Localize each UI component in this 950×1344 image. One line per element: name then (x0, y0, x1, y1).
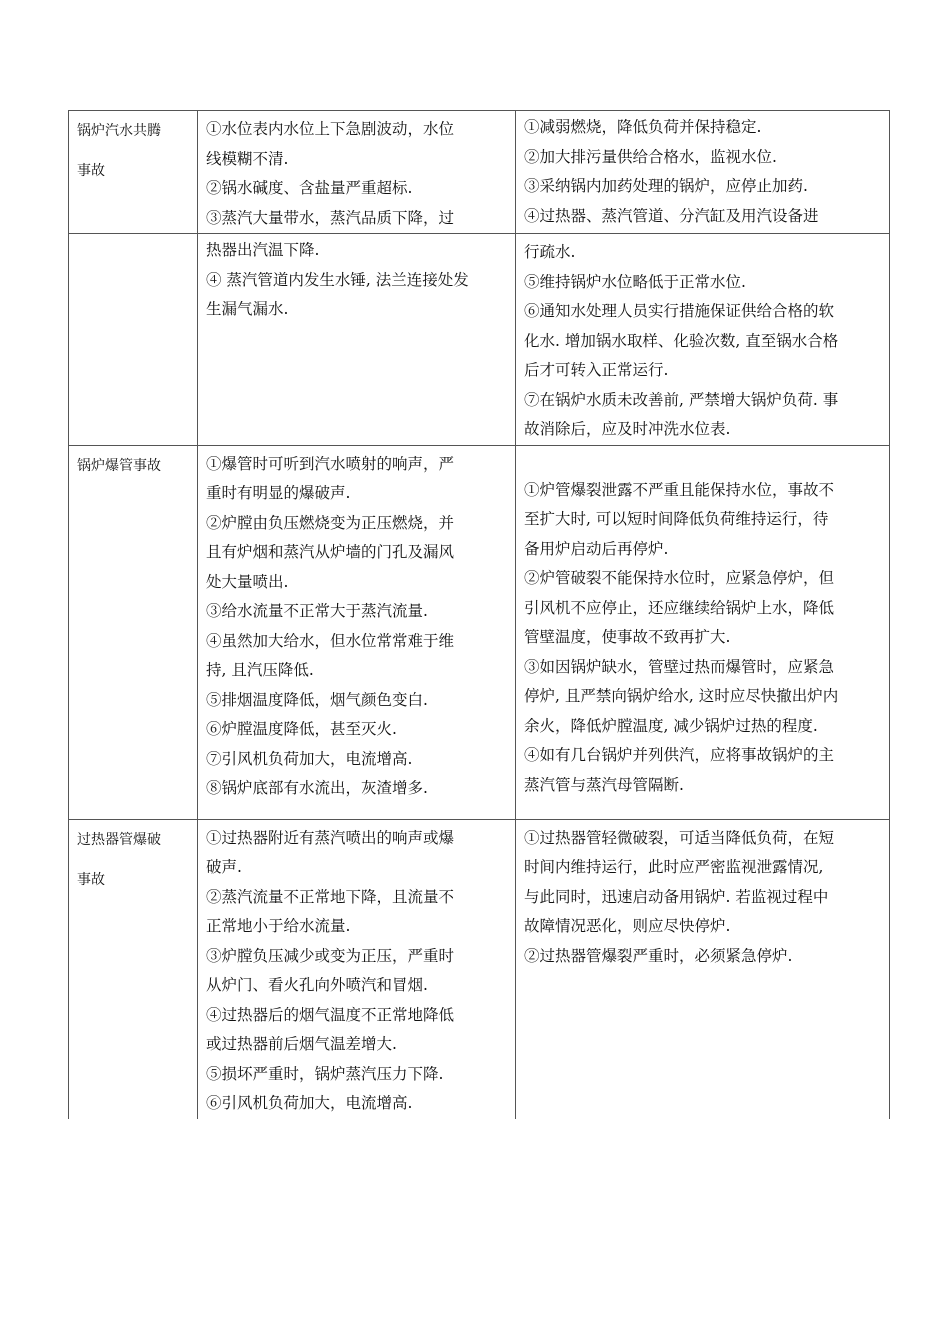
action-line: ⑥通知水处理人员实行措施保证供给合格的软 (524, 302, 835, 320)
symptom-line: ②蒸汽流量不正常地下降，且流量不 (206, 887, 455, 906)
accident-name-line: 事故 (77, 871, 105, 888)
symptom-line: ①过热器附近有蒸汽喷出的响声或爆 (206, 828, 455, 847)
symptom-line: ②炉膛由负压燃烧变为正压燃烧，并 (206, 513, 455, 532)
symptom-line: ④过热器后的烟气温度不正常地降低 (206, 1005, 455, 1024)
action-line: ①减弱燃烧，降低负荷并保持稳定. (524, 118, 762, 136)
symptom-line: 热器出汽温下降. (206, 241, 320, 259)
actions-cell (516, 445, 890, 819)
action-line: 管壁温度，使事故不致再扩大. (524, 628, 731, 646)
symptom-line: 或过热器前后烟气温差增大. (206, 1035, 397, 1053)
action-line: 时间内维持运行，此时应严密监视泄露情况, (524, 858, 824, 876)
table-row (69, 445, 890, 819)
accident-name-cell (69, 819, 198, 1119)
action-line: ④如有几台锅炉并列供汽，应将事故锅炉的主 (524, 746, 835, 764)
symptom-line: 从炉门、看火孔向外喷汽和冒烟. (206, 976, 428, 994)
symptom-line: ③蒸汽大量带水，蒸汽品质下降，过 (206, 208, 455, 227)
symptom-line: 持, 且汽压降低. (206, 661, 314, 679)
symptom-line: 重时有明显的爆破声. (206, 484, 351, 502)
symptom-line: 正常地小于给水流量. (206, 917, 351, 935)
action-line: ④过热器、蒸汽管道、分汽缸及用汽设备进 (524, 206, 819, 225)
symptom-line: ⑤损坏严重时，锅炉蒸汽压力下降. (206, 1064, 444, 1083)
symptom-line: ④虽然加大给水，但水位常常难于维 (206, 631, 455, 650)
table-row (69, 819, 890, 1119)
action-line: 故消除后，应及时冲洗水位表. (524, 420, 731, 438)
symptom-line: 线模糊不清. (206, 149, 289, 168)
action-line: ①炉管爆裂泄露不严重且能保持水位，事故不 (524, 480, 835, 499)
action-line: ②过热器管爆裂严重时，必须紧急停炉. (524, 946, 793, 965)
action-line: 至扩大时, 可以短时间降低负荷维持运行，待 (524, 510, 829, 528)
symptom-line: ①爆管时可听到汽水喷射的响声，严 (206, 454, 455, 473)
action-line: 停炉, 且严禁向锅炉给水, 这时应尽快撤出炉内 (524, 687, 839, 705)
symptoms-cell (198, 111, 516, 234)
action-line: 引风机不应停止，还应继续给锅炉上水，降低 (524, 598, 835, 617)
symptom-line: ⑥引风机负荷加大，电流增高. (206, 1094, 413, 1112)
symptom-line: 破声. (206, 858, 242, 876)
symptom-line: 生漏气漏水. (206, 300, 289, 318)
actions-cell (516, 234, 890, 446)
action-line: ②炉管破裂不能保持水位时，应紧急停炉，但 (524, 569, 835, 587)
accident-name-cell (69, 445, 198, 819)
symptom-line: ②锅水碱度、含盐量严重超标. (206, 179, 413, 197)
accident-name-cell (69, 234, 198, 446)
symptom-line: ⑥炉膛温度降低，甚至灭火. (206, 720, 397, 738)
accident-name-line: 锅炉汽水共腾 (77, 123, 161, 139)
action-line: 后才可转入正常运行. (524, 361, 669, 379)
symptoms-cell (198, 234, 516, 446)
action-line: ①过热器管轻微破裂，可适当降低负荷，在短 (524, 828, 835, 847)
accident-table (68, 110, 890, 1119)
action-line: ⑦在锅炉水质未改善前, 严禁增大锅炉负荷. 事 (524, 390, 839, 409)
symptom-line: ③炉膛负压减少或变为正压，严重时 (206, 946, 455, 965)
action-line: ③采纳锅内加药处理的锅炉，应停止加药. (524, 177, 808, 195)
action-line: ⑤维持锅炉水位略低于正常水位. (524, 272, 746, 291)
action-line: 化水. 增加锅水取样、化验次数, 直至锅水合格 (524, 331, 839, 350)
action-line: ②加大排污量供给合格水，监视水位. (524, 147, 777, 166)
symptom-line: ⑤排烟温度降低，烟气颜色变白. (206, 690, 428, 709)
symptom-line: 处大量喷出. (206, 572, 289, 591)
symptom-line: ⑧锅炉底部有水流出，灰渣增多. (206, 779, 428, 797)
actions-cell (516, 819, 890, 1119)
symptom-line: ①水位表内水位上下急剧波动，水位 (206, 120, 455, 138)
action-line: 与此同时，迅速启动备用锅炉. 若监视过程中 (524, 887, 829, 906)
action-line: 余火，降低炉膛温度, 减少锅炉过热的程度. (524, 716, 818, 735)
action-line: 行疏水. (524, 243, 576, 261)
action-line: 蒸汽管与蒸汽母管隔断. (524, 775, 684, 794)
table-row (69, 234, 890, 446)
symptom-line: ④ 蒸汽管道内发生水锤, 法兰连接处发 (206, 270, 469, 289)
symptom-line: ⑦引风机负荷加大，电流增高. (206, 749, 413, 768)
accident-name-line: 事故 (77, 163, 105, 179)
actions-cell (516, 111, 890, 234)
action-line: 备用炉启动后再停炉. (524, 539, 669, 558)
symptom-line: ③给水流量不正常大于蒸汽流量. (206, 602, 428, 620)
action-line: ③如因锅炉缺水，管壁过热而爆管时，应紧急 (524, 657, 835, 676)
accident-name-line: 过热器管爆破 (77, 831, 161, 848)
table-row (69, 111, 890, 234)
symptoms-cell (198, 445, 516, 819)
accident-name-line: 锅炉爆管事故 (77, 457, 161, 474)
action-line: 故障情况恶化，则应尽快停炉. (524, 917, 731, 935)
symptoms-cell (198, 819, 516, 1119)
symptom-line: 且有炉烟和蒸汽从炉墙的门孔及漏风 (206, 543, 455, 561)
accident-name-cell (69, 111, 198, 234)
